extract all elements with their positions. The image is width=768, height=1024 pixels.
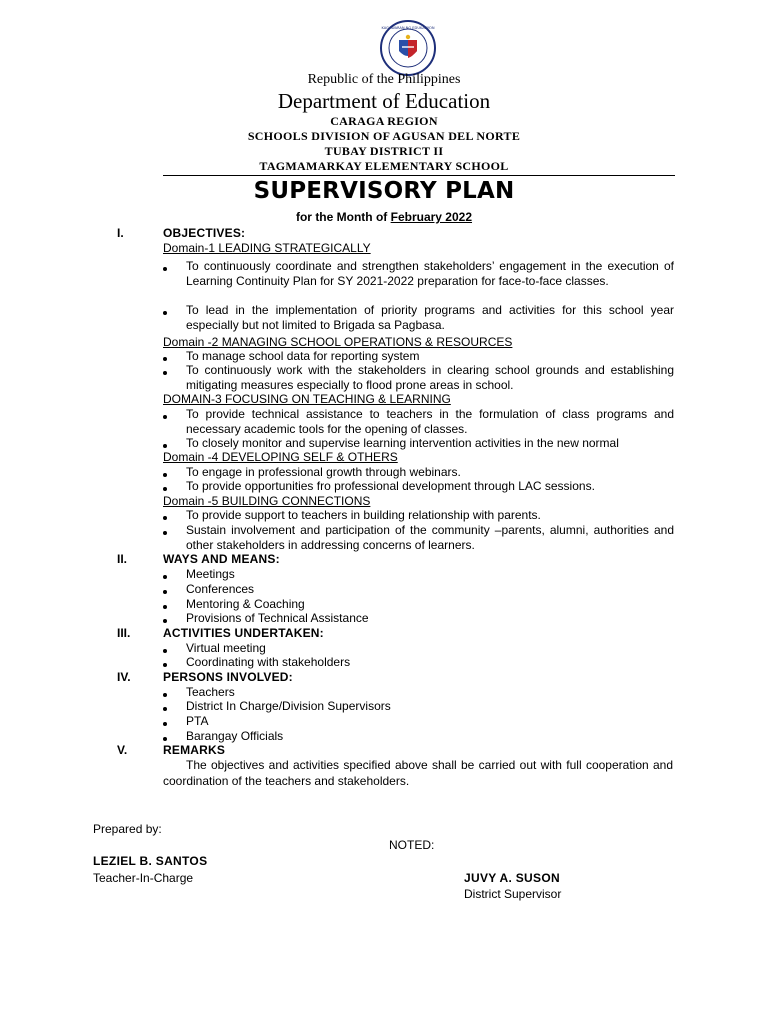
- domain-label: Domain-1 LEADING STRATEGICALLY: [163, 241, 371, 255]
- list-item: To provide opportunities fro professional development through LAC sessions.: [186, 479, 595, 493]
- header-divider: [163, 175, 675, 176]
- list-item: Virtual meeting: [186, 641, 266, 655]
- bullet-icon: [163, 570, 171, 578]
- list-item: PTA: [186, 714, 209, 728]
- prepared-by-label: Prepared by:: [93, 822, 162, 836]
- list-item: To manage school data for reporting system: [186, 349, 420, 363]
- bullet-icon: [163, 366, 171, 374]
- preparer-name: LEZIEL B. SANTOS: [93, 854, 208, 868]
- bullet-icon: [163, 688, 171, 696]
- bullet-icon: [163, 468, 171, 476]
- domain-label: Domain -2 MANAGING SCHOOL OPERATIONS & RESOURCES: [163, 335, 513, 349]
- section-number: V.: [117, 743, 128, 757]
- deped-seal-icon: [380, 20, 436, 76]
- list-item: Meetings: [186, 567, 235, 581]
- bullet-icon: [163, 644, 171, 652]
- bullet-icon: [163, 614, 171, 622]
- noter-name: JUVY A. SUSON: [464, 871, 560, 885]
- domain-label: Domain -5 BUILDING CONNECTIONS: [163, 494, 371, 508]
- bullet-icon: [163, 526, 171, 534]
- domain-label: Domain -4 DEVELOPING SELF & OTHERS: [163, 450, 398, 464]
- list-item: District In Charge/Division Supervisors: [186, 699, 391, 713]
- section-heading-remarks: REMARKS: [163, 743, 226, 757]
- bullet-icon: [163, 306, 171, 314]
- district-name: TUBAY DISTRICT II: [324, 144, 444, 158]
- bullet-icon: [163, 702, 171, 710]
- list-item: To provide support to teachers in building relationship with parents.: [186, 508, 541, 522]
- list-item: Teachers: [186, 685, 235, 699]
- seal-text: KAGAWARAN NG EDUKASYON: [381, 26, 435, 30]
- bullet-icon: [163, 439, 171, 447]
- section-number: IV.: [117, 670, 131, 684]
- list-item: Provisions of Technical Assistance: [186, 611, 369, 625]
- division-name: SCHOOLS DIVISION OF AGUSAN DEL NORTE: [247, 129, 521, 143]
- bullet-icon: [163, 717, 171, 725]
- bullet-icon: [163, 511, 171, 519]
- section-heading-activities: ACTIVITIES UNDERTAKEN:: [163, 626, 324, 640]
- section-heading-objectives: OBJECTIVES:: [163, 226, 246, 240]
- noter-title: District Supervisor: [464, 887, 562, 901]
- section-number: III.: [117, 626, 131, 640]
- section-heading-ways: WAYS AND MEANS:: [163, 552, 280, 566]
- list-item: Conferences: [186, 582, 255, 596]
- section-heading-persons: PERSONS INVOLVED:: [163, 670, 293, 684]
- list-item: Barangay Officials: [186, 729, 284, 743]
- list-item: To continuously coordinate and strengthen stakeholders’ engagement in the execution of Learning Continuity Plan for SY 2021-2022 preparation for face-to-face classes.: [186, 259, 674, 288]
- domain-label: DOMAIN-3 FOCUSING ON TEACHING & LEARNING: [163, 392, 451, 406]
- list-item: To provide technical assistance to teachers in the formulation of class programs and necessary academic tools for the opening of classes.: [186, 407, 674, 436]
- document-subtitle: [0, 210, 768, 224]
- subtitle-prefix: for the Month of: [295, 210, 391, 224]
- document-title: SUPERVISORY PLAN: [253, 178, 515, 204]
- school-name: TAGMAMARKAY ELEMENTARY SCHOOL: [259, 159, 509, 173]
- preparer-title: Teacher-In-Charge: [93, 871, 194, 885]
- list-item: To lead in the implementation of priority programs and activities for this school year especially but not limited to Brigada sa Pagbasa.: [186, 303, 674, 332]
- list-item: Mentoring & Coaching: [186, 597, 305, 611]
- department-name: Department of Education: [277, 89, 491, 113]
- list-item: To closely monitor and supervise learning intervention activities in the new normal: [186, 436, 619, 450]
- remarks-text: The objectives and activities specified above shall be carried out with full cooperation and coordination of the teachers and stakeholders.: [163, 758, 673, 788]
- section-number: I.: [117, 226, 124, 240]
- section-number: II.: [117, 552, 128, 566]
- list-item: Sustain involvement and participation of the community –parents, alumni, authorities and other stakeholders in addressing concerns of learners.: [186, 523, 674, 552]
- bullet-icon: [163, 585, 171, 593]
- list-item: To continuously work with the stakeholders in clearing school grounds and establishing mitigating measures especially to flood prone areas in school.: [186, 363, 674, 392]
- bullet-icon: [163, 600, 171, 608]
- noted-label: NOTED:: [389, 838, 435, 852]
- list-item: To engage in professional growth through webinars.: [186, 465, 461, 479]
- bullet-icon: [163, 262, 171, 270]
- bullet-icon: [163, 658, 171, 666]
- republic-line: Republic of the Philippines: [307, 72, 461, 87]
- bullet-icon: [163, 410, 171, 418]
- bullet-icon: [163, 732, 171, 740]
- bullet-icon: [163, 352, 171, 360]
- subtitle-month: February 2022: [390, 210, 473, 224]
- region-name: CARAGA REGION: [330, 114, 438, 128]
- list-item: Coordinating with stakeholders: [186, 655, 351, 669]
- bullet-icon: [163, 482, 171, 490]
